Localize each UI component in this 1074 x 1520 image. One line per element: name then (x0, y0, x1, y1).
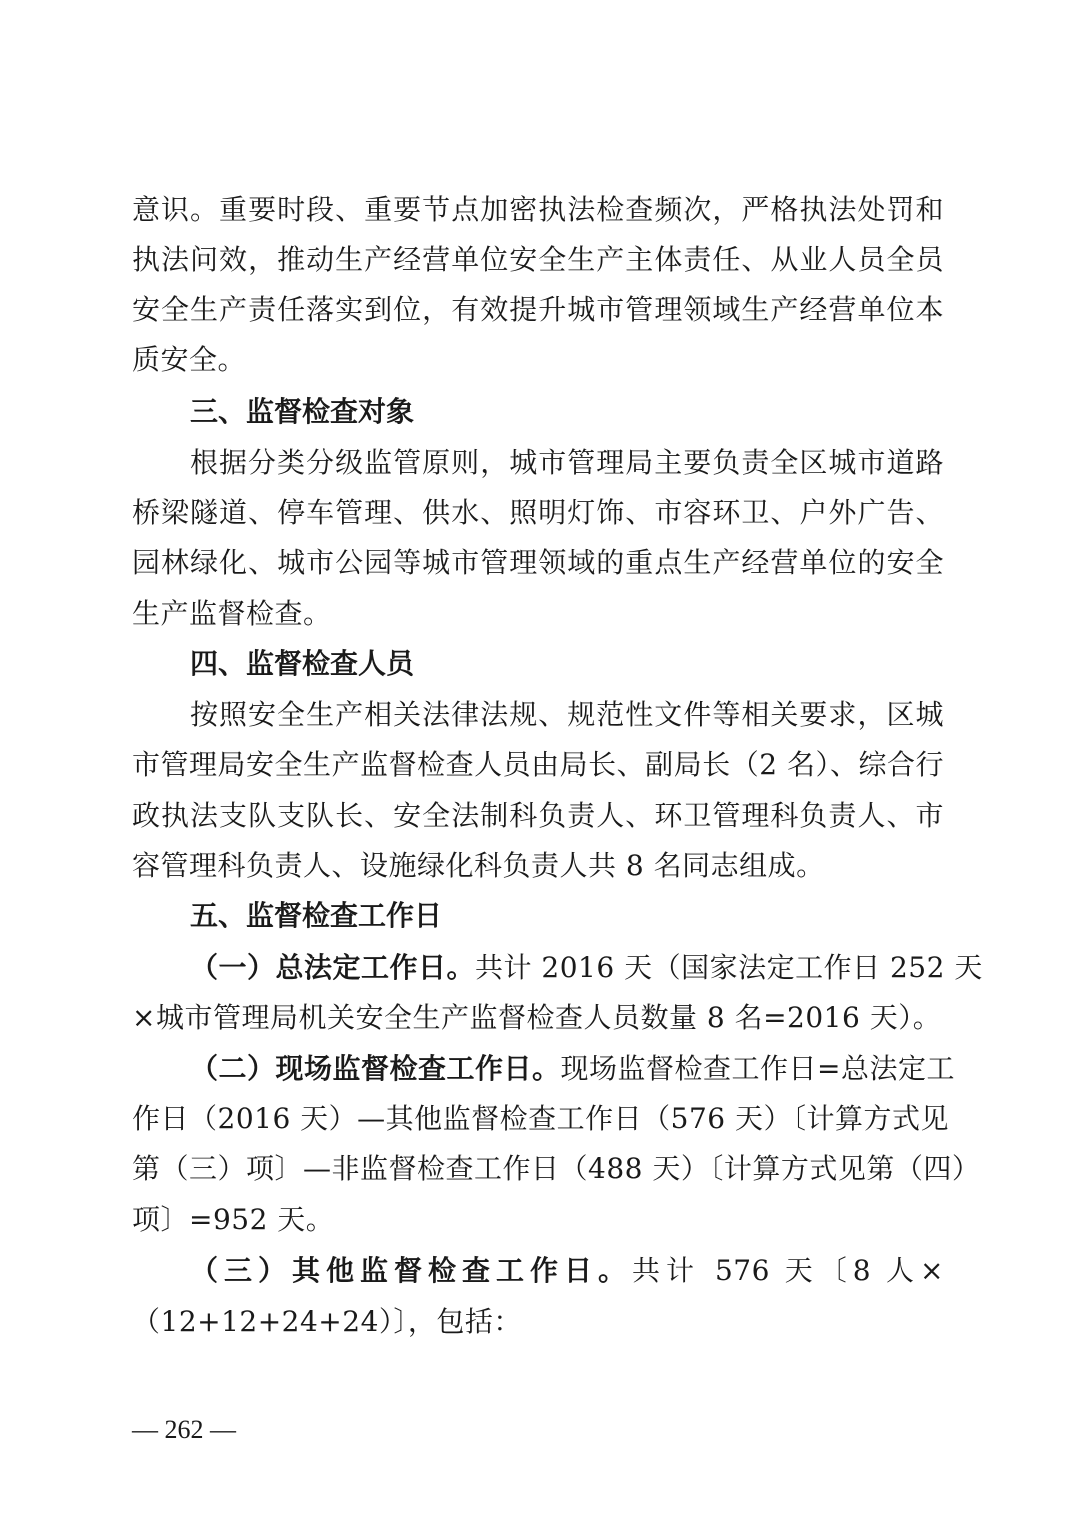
paragraph-line: 意识。重要时段、重要节点加密执法检查频次，严格执法处罚和 (132, 193, 944, 226)
paragraph-line: 安全生产责任落实到位，有效提升城市管理领域生产经营单位本 (132, 293, 944, 326)
paragraph-line: 生产监督检查。 (132, 597, 332, 630)
item-label: （二）现场监督检查工作日。 (190, 1052, 561, 1085)
paragraph-line: 容管理科负责人、设施绿化科负责人共 8 名同志组成。 (132, 849, 825, 882)
item-line: （12+12+24+24）〕，包括： (132, 1305, 522, 1338)
item-label: （一）总法定工作日。 (190, 951, 476, 984)
item-line (190, 948, 983, 988)
section-heading: 三、监督检查对象 (190, 395, 415, 428)
item-line: 项〕=952 天。 (132, 1203, 335, 1236)
item-line: ×城市管理局机关安全生产监督检查人员数量 8 名=2016 天）。 (132, 1001, 942, 1034)
paragraph-line: 按照安全生产相关法律法规、规范性文件等相关要求，区城 (190, 698, 944, 731)
item-line: 作日（2016 天）—其他监督检查工作日（576 天）〔计算方式见 (132, 1102, 950, 1135)
paragraph-line: 执法问效，推动生产经营单位安全生产主体责任、从业人员全员 (132, 243, 944, 276)
item-line (190, 1049, 955, 1089)
item-line: 第（三）项〕—非监督检查工作日（488 天）〔计算方式见第（四） (132, 1152, 981, 1185)
paragraph-line: 园林绿化、城市公园等城市管理领域的重点生产经营单位的安全 (132, 546, 944, 579)
section-heading: 五、监督检查工作日 (190, 899, 443, 932)
item-label: （三）其他监督检查工作日。 (190, 1254, 633, 1287)
paragraph-line: 政执法支队支队长、安全法制科负责人、环卫管理科负责人、市 (132, 799, 944, 832)
item-text: 共计 2016 天（国家法定工作日 252 天 (475, 951, 983, 984)
item-line (190, 1251, 944, 1291)
paragraph-line: 根据分类分级监管原则，城市管理局主要负责全区城市道路 (190, 446, 944, 479)
page-number: — 262 — (132, 1415, 236, 1444)
item-text: 共计 576 天〔8 人× (632, 1254, 944, 1287)
paragraph-line: 质安全。 (132, 343, 247, 376)
paragraph-line: 市管理局安全生产监督检查人员由局长、副局长（2 名）、综合行 (132, 748, 944, 781)
paragraph-line: 桥梁隧道、停车管理、供水、照明灯饰、市容环卫、户外广告、 (132, 496, 944, 529)
item-text: 现场监督检查工作日=总法定工 (560, 1052, 955, 1085)
section-heading: 四、监督检查人员 (190, 647, 415, 680)
